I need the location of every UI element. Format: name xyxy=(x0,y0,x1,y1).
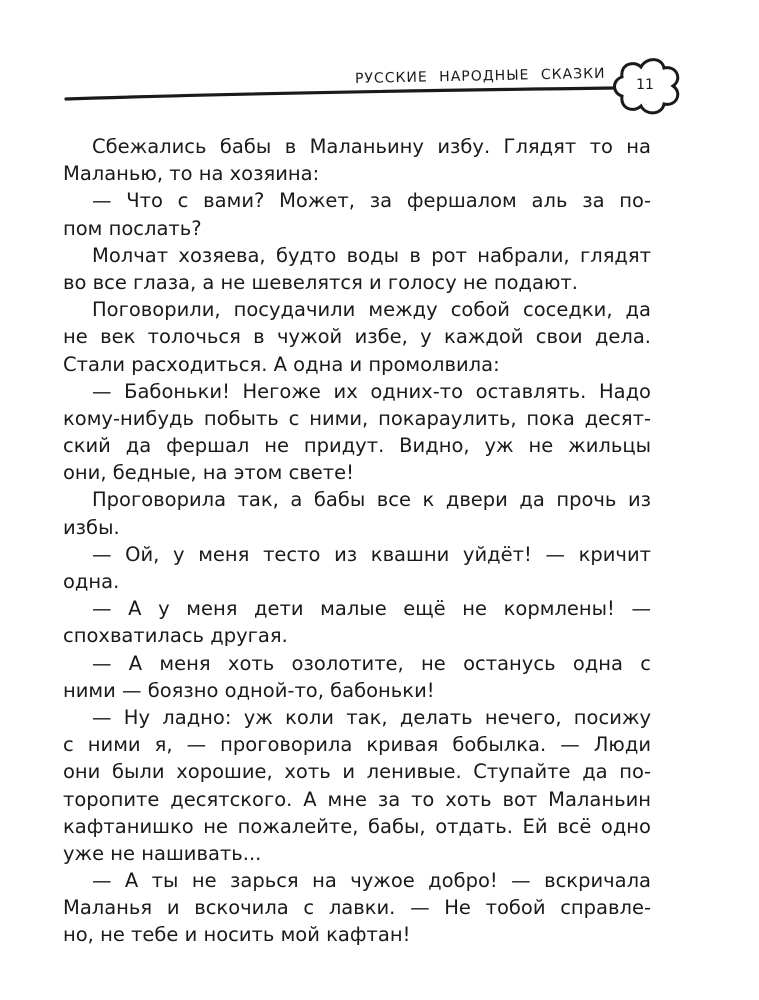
body-text xyxy=(63,133,651,949)
text-line: — Ну ладно: уж коли так, делать нечего, посижу xyxy=(92,705,651,729)
text-line: — А меня хоть озолотите, не останусь одна с xyxy=(92,651,651,675)
text-line: спохватилась другая. xyxy=(63,624,288,648)
text-line: ский да фершал не придут. Видно, уж не жильцы xyxy=(63,434,651,458)
text-line: — А ты не зарься на чужое добро! — вскричала xyxy=(92,869,651,893)
header-ornament-icon xyxy=(0,0,759,120)
page-number: 11 xyxy=(636,77,654,93)
text-line: Сбежались бабы в Маланьину избу. Глядят то на xyxy=(92,135,651,158)
text-line: Маланья и вскочила с лавки. — Не тобой справле- xyxy=(63,896,651,920)
text-line: избы. xyxy=(63,515,120,539)
text-line: — Ой, у меня тесто из квашни уйдёт! — кричит xyxy=(92,542,651,566)
text-line: Стали расходиться. А одна и промолвила: xyxy=(63,352,500,376)
text-line: они были хорошие, хоть и ленивые. Ступайте да по- xyxy=(63,760,651,784)
page-header xyxy=(0,0,759,120)
text-line: — А у меня дети малые ещё не кормлены! — xyxy=(92,597,651,621)
text-line: но, не тебе и носить мой кафтан! xyxy=(63,923,411,947)
text-line: торопите десятского. А мне за то хоть вот Маланьин xyxy=(63,787,651,811)
text-line: уже не нашивать... xyxy=(63,841,262,865)
text-line: ними — боязно одной-то, бабоньки! xyxy=(63,678,435,702)
text-line: Молчат хозяева, будто воды в рот набрали, глядят xyxy=(92,243,651,267)
text-line: кафтанишко не пожалейте, бабы, отдать. Ей всё одно xyxy=(63,814,651,838)
text-line: Проговорила так, а бабы все к двери да прочь из xyxy=(92,488,651,512)
text-line: они, бедные, на этом свете! xyxy=(63,461,354,485)
running-title: РУССКИЕ НАРОДНЫЕ СКАЗКИ xyxy=(354,65,606,87)
text-line: Маланью, то на хозяина: xyxy=(63,162,320,186)
text-line: не век толочься в чужой избе, у каждой свои дела. xyxy=(63,325,651,349)
text-line: — Что с вами? Может, за фершалом аль за по- xyxy=(92,189,651,213)
text-line: пом послать? xyxy=(63,216,202,240)
text-line: — Бабоньки! Негоже их одних-то оставлять. Надо xyxy=(92,379,651,403)
text-line: Поговорили, посудачили между собой соседки, да xyxy=(92,298,651,322)
text-line: одна. xyxy=(63,570,120,593)
text-line: кому-нибудь побыть с ними, покараулить, пока десят- xyxy=(63,406,651,430)
text-line: во все глаза, а не шевелятся и голосу не подают. xyxy=(63,270,578,294)
text-line: с ними я, — проговорила кривая бобылка. — Люди xyxy=(63,733,651,757)
